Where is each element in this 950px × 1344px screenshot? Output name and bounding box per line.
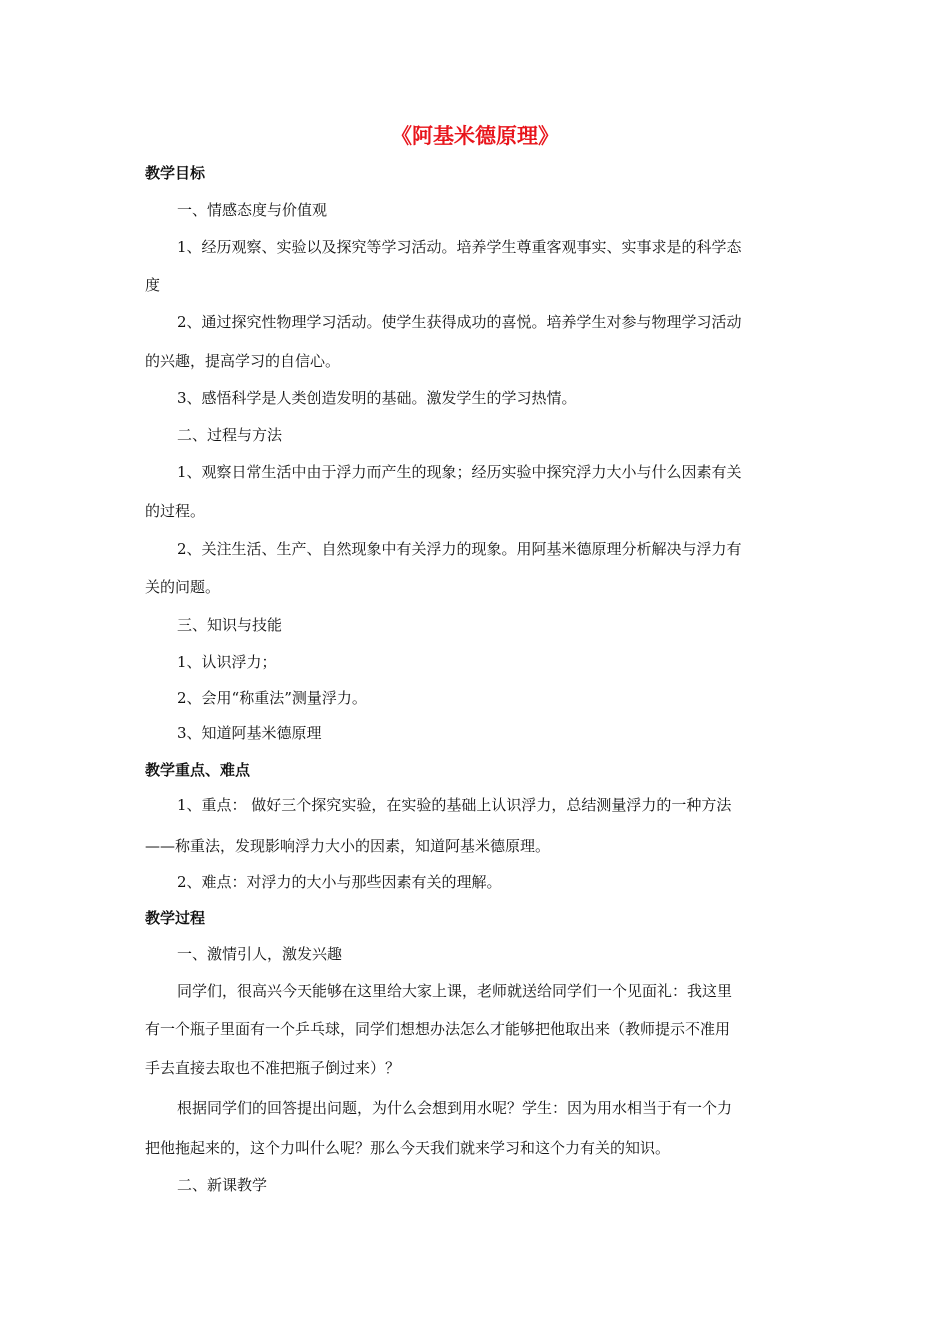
subheading-emotion: 一、情感态度与价值观 bbox=[177, 201, 328, 219]
paragraph-line: 同学们，很高兴今天能够在这里给大家上课，老师就送给同学们一个见面礼：我这里 bbox=[177, 982, 733, 1000]
paragraph-line: 2、难点：对浮力的大小与那些因素有关的理解。 bbox=[177, 873, 502, 891]
paragraph-line: 的兴趣，提高学习的自信心。 bbox=[145, 352, 341, 370]
paragraph-line: 1、认识浮力； bbox=[177, 653, 277, 671]
paragraph-line: 3、感悟科学是人类创造发明的基础。激发学生的学习热情。 bbox=[177, 389, 577, 407]
paragraph-line: 根据同学们的回答提出问题，为什么会想到用水呢？学生：因为用水相当于有一个力 bbox=[177, 1099, 733, 1117]
paragraph-line: 1、观察日常生活中由于浮力而产生的现象；经历实验中探究浮力大小与什么因素有关 bbox=[177, 463, 742, 481]
paragraph-line: 1、经历观察、实验以及探究等学习活动。培养学生尊重客观事实、实事求是的科学态 bbox=[177, 238, 742, 256]
paragraph-line: 手去直接去取也不准把瓶子倒过来）？ bbox=[145, 1059, 401, 1077]
subheading-process: 二、过程与方法 bbox=[177, 426, 283, 444]
paragraph-line: 2、通过探究性物理学习活动。使学生获得成功的喜悦。培养学生对参与物理学习活动 bbox=[177, 313, 742, 331]
paragraph-line: 度 bbox=[145, 276, 161, 294]
subheading-intro: 一、激情引人，激发兴趣 bbox=[177, 945, 343, 963]
paragraph-line: 3、知道阿基米德原理 bbox=[177, 724, 322, 742]
paragraph-line: 1、重点： 做好三个探究实验，在实验的基础上认识浮力，总结测量浮力的一种方法 bbox=[177, 796, 732, 814]
subheading-knowledge: 三、知识与技能 bbox=[177, 616, 283, 634]
paragraph-line: 关的问题。 bbox=[145, 578, 221, 596]
paragraph-line: 有一个瓶子里面有一个乒乓球，同学们想想办法怎么才能够把他取出来（教师提示不准用 bbox=[145, 1020, 731, 1038]
paragraph-line: ——称重法，发现影响浮力大小的因素，知道阿基米德原理。 bbox=[145, 837, 551, 855]
section-heading-goals: 教学目标 bbox=[145, 164, 206, 182]
subheading-new-lesson: 二、新课教学 bbox=[177, 1176, 268, 1194]
section-heading-keypoints: 教学重点、难点 bbox=[145, 761, 251, 779]
paragraph-line: 2、关注生活、生产、自然现象中有关浮力的现象。用阿基米德原理分析解决与浮力有 bbox=[177, 540, 742, 558]
paragraph-line: 的过程。 bbox=[145, 502, 206, 520]
paragraph-line: 把他拖起来的，这个力叫什么呢？那么今天我们就来学习和这个力有关的知识。 bbox=[145, 1139, 671, 1157]
section-heading-process: 教学过程 bbox=[145, 909, 206, 927]
paragraph-line: 2、会用“称重法”测量浮力。 bbox=[177, 689, 367, 707]
document-title: 《阿基米德原理》 bbox=[391, 123, 559, 148]
